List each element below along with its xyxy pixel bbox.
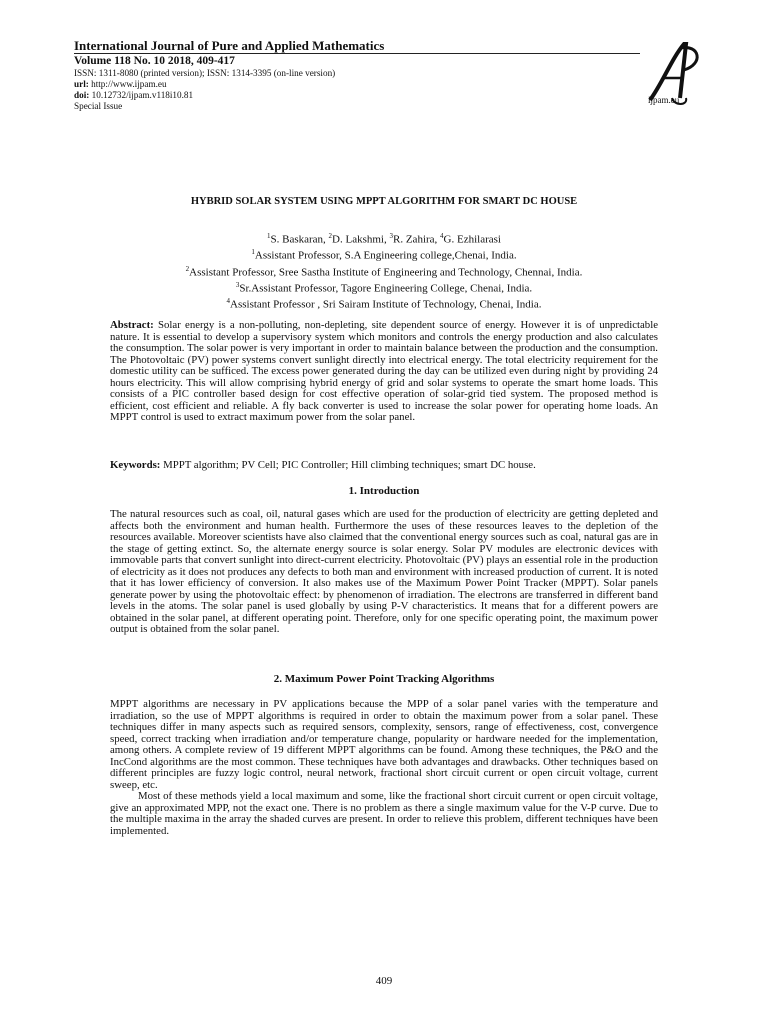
issn-line: ISSN: 1311-8080 (printed version); ISSN: 1314-3395 (on-line version) (74, 68, 336, 78)
abstract-label: Abstract: (110, 319, 154, 331)
section-2-paragraph-2: Most of these methods yield a local maximum and some, like the fractional short circuit current or open circuit voltage, give an approximated MPP, not the exact one. There is no problem as there a single maximum value for the V-P curve. Due to the multiple maxima in the array the shaded curves are present. In order to relieve this problem, different techniques have been implemented. (110, 790, 658, 837)
volume-line: Volume 118 No. 10 2018, 409-417 (74, 55, 235, 67)
affiliation-text: Assistant Professor , Sri Sairam Institute of Technology, Chenai, India. (230, 298, 542, 311)
author-4: G. Ezhilarasi (443, 233, 501, 246)
special-issue-label: Special Issue (74, 101, 123, 111)
abstract-text: Solar energy is a non-polluting, non-depleting, site dependent source of energy. However it is of unpredictable nature. It is essential to develop a supervisory system which monitors and controls the energy production and also calculates the consumption. The solar power is very important in order to maintain balance between the production and the consumption. The Photovoltaic (PV) power systems convert sunlight directly into electrical energy. The total electricity requirement for the domestic utility can be sufficed. The excess power generated during the day can be utilized even during night by providing 24 hours electricity. This will allow comprising hybrid energy of grid and solar systems to operate the smart home loads. This consists of a PIC controller based design for cost effective operation of solar-grid tied system. The proposed method is efficient, cost efficient and reliable. A fly back converter is used to increase the solar power for operating home loads. An MPPT control is used to extract maximum power from the solar panel. (110, 319, 658, 423)
author-list (110, 230, 658, 246)
journal-header (74, 38, 640, 112)
doi-text[interactable]: 10.12732/ijpam.v118i10.81 (91, 90, 194, 100)
doi-label: doi: (74, 90, 90, 100)
affiliation-sup: 2 (185, 264, 190, 273)
author-sup-3: 3 (389, 232, 393, 240)
affiliation-text: Assistant Professor, Sree Sastha Institute of Engineering and Technology, Chennai, India. (189, 266, 583, 279)
doi-line (74, 90, 640, 101)
keywords-text: MPPT algorithm; PV Cell; PIC Controller; Hill climbing techniques; smart DC house. (160, 459, 536, 471)
paper-title: HYBRID SOLAR SYSTEM USING MPPT ALGORITHM FOR SMART DC HOUSE (190, 196, 578, 207)
author-2: D. Lakshmi, (332, 233, 390, 246)
affiliation-sup: 1 (251, 248, 255, 257)
abstract (110, 320, 658, 424)
journal-title: International Journal of Pure and Applied Mathematics (74, 38, 385, 53)
author-1: S. Baskaran, (270, 233, 329, 246)
affiliation-text: Assistant Professor, S.A Engineering college,Chenai, India. (254, 249, 517, 262)
section-1-heading: 1. Introduction (348, 485, 420, 497)
url-text[interactable]: http://www.ijpam.eu (91, 79, 167, 89)
section-2-heading: 2. Maximum Power Point Tracking Algorithms (273, 673, 495, 685)
authors-block (110, 230, 658, 311)
section-2-paragraph-1: MPPT algorithms are necessary in PV applications because the MPP of a solar panel varies with the temperature and irradiation, so the use of MPPT algorithms is required in order to obtain the maximum power from a solar panel. These techniques differ in many aspects such as required sensors, complexity, sensors, range of effectiveness, cost, convergence speed, correct tracking when irradiation and/or temperature change, popularity or hardware needed for the implementation, among others. A complete review of 19 different MPPT algorithms can be found. Among these techniques, the P&O and the IncCond algorithms are the most common. These techniques have both advantages and drawbacks. Other techniques based on different principles are fuzzy logic control, neural network, fractional short circuit current or open circuit voltage, current sweep, etc. (110, 698, 658, 791)
affiliation-3 (110, 279, 658, 295)
author-sup-1: 1 (267, 232, 271, 240)
url-label: url: (74, 79, 89, 89)
affiliation-1 (110, 246, 658, 262)
keywords-label: Keywords: (110, 459, 161, 471)
keywords (110, 459, 658, 471)
url-line (74, 79, 640, 90)
section-1-text: The natural resources such as coal, oil, natural gases which are used for the production of electricity are getting depleted and affects both the environment and human health. Furthermore the uses of these resources leaves to the depletion of the resources available. Moreover scientists have also claimed that the conventional energy sources such as coal, natural gas are in the stage of getting extinct. So, the alternate energy source is solar energy. Solar PV modules are electronic devices with immovable parts that convert sunlight into direct-current electricity. Photovoltaic (PV) plays an essential role in the production of electricity as it does not produces any defects to both man and environment with increased production of current. It is noted that it has lower efficiency of conversion. It also makes use of the Maximum Power Point Tracker (MPPT). Solar panels generate power by using the photovoltaic effect: by phenomenon of irradiation. The electrons are transferred in different band levels in the atoms. The solar panel is used globally by using P-V characteristics. It means that for a different powers are obtained in the solar panel, at different operating point. Therefore, only for one specific operating point, the maximum power output is obtained from the solar panel. (110, 508, 658, 635)
affiliation-sup: 4 (226, 297, 231, 305)
section-2-text (110, 699, 658, 837)
page-number: 409 (375, 975, 393, 987)
logo-caption: ijpam.eu (648, 95, 680, 105)
affiliation-2 (110, 263, 658, 279)
affiliation-text: Sr.Assistant Professor, Tagore Engineering College, Chenai, India. (239, 282, 533, 295)
author-sup-2: 2 (328, 232, 333, 240)
affiliation-sup: 3 (235, 280, 240, 289)
affiliation-4 (110, 295, 658, 311)
author-3: R. Zahira, (393, 233, 441, 246)
author-sup-4: 4 (440, 232, 444, 240)
